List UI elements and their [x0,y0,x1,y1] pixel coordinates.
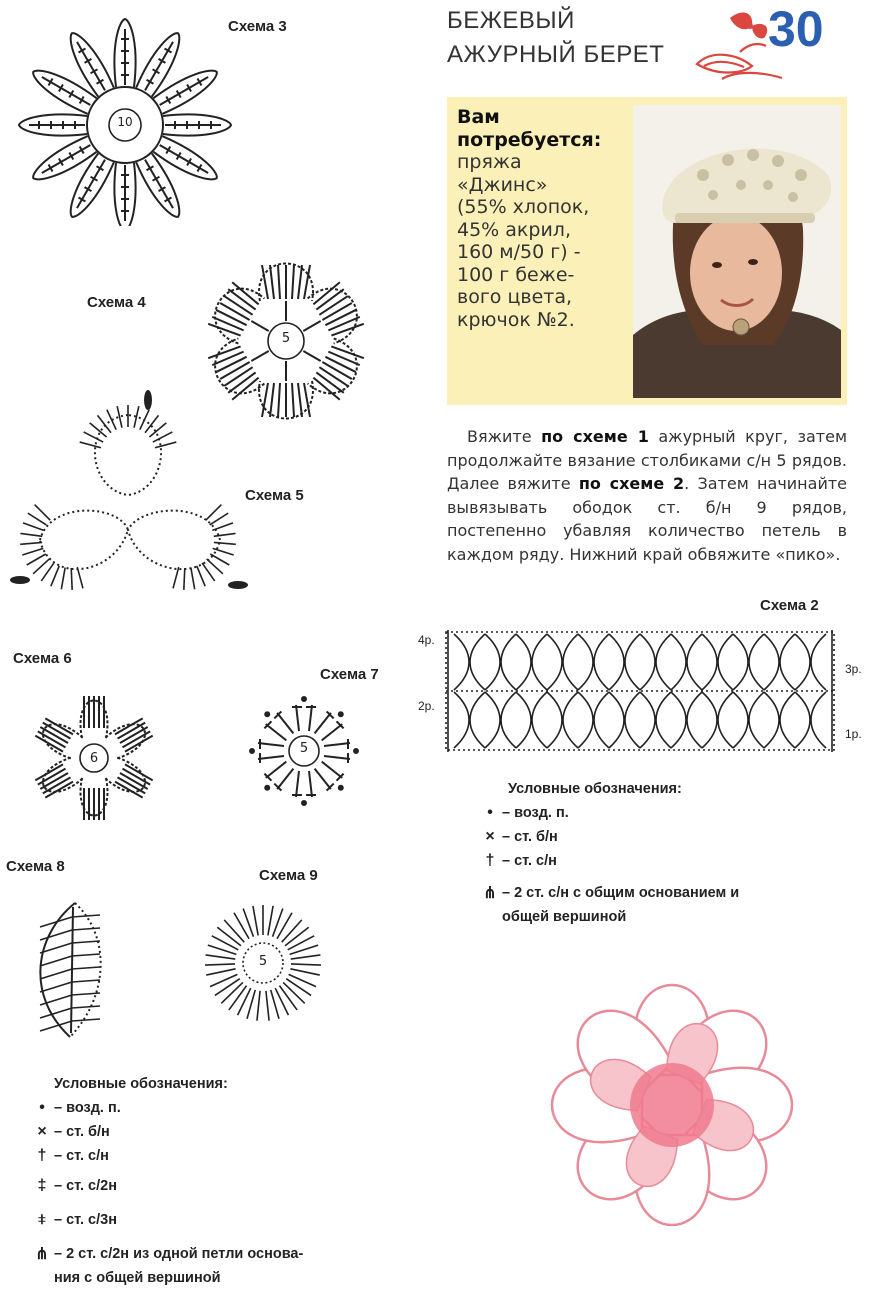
legend-left-item [30,1120,420,1144]
legend-text: – ст. б/н [502,829,558,845]
scheme-9-center-number: 5 [258,954,268,969]
legend-text: – ст. с/2н [54,1178,117,1194]
materials-line: 100 г беже- [457,263,575,286]
scheme-2-diagram [440,622,842,762]
legend-right-item [478,905,848,929]
materials-line: пряжа [457,151,522,173]
scheme-7-label: Схема 7 [320,666,379,683]
scheme-4-label: Схема 4 [87,294,146,311]
legend-right-item [478,881,848,905]
instructions-paragraph [447,425,847,566]
legend-right-item [478,849,848,873]
scheme-5-label: Схема 5 [245,487,304,504]
materials-heading-1: Вам [457,106,500,128]
scheme-6-center-number: 6 [89,751,99,766]
legend-right-item [478,825,848,849]
legend-text: – ст. б/н [54,1124,110,1140]
scheme-8-diagram [15,895,120,1045]
instr-text-2: ажурный круг, затем продолжайте вязание столбиками с/н 5 рядов. Далее вяжите [447,427,848,493]
legend-left-item [30,1208,420,1232]
legend-text: – ст. с/н [502,853,557,869]
legend-left-title: Условные обозначения: [54,1076,228,1092]
materials-line: 45% акрил, [457,218,571,241]
single-crochet-icon: × [485,828,495,845]
legend-left-item [30,1144,420,1168]
legend-text: общей вершиной [502,909,627,925]
materials-text [457,106,637,331]
scheme-5-diagram [10,390,250,615]
cluster-stitch-icon: ⋔ [35,1246,49,1263]
legend-text: – возд. п. [54,1100,121,1116]
legend-text: – 2 ст. с/н с общим основанием и [502,885,740,901]
legend-text: – ст. с/н [54,1148,109,1164]
legend-right [478,777,848,929]
scheme-3-center-number: 10 [117,115,133,129]
legend-left-item [30,1266,420,1290]
materials-line: «Джинс» [457,173,548,196]
pink-flower-illustration [472,945,867,1299]
materials-line: вого цвета, [457,286,573,308]
materials-heading-2: потребуется: [457,128,602,151]
instr-text-3: . Затем начинайте вывязывать ободок ст. б/н 9 рядов, постепенно убавляя количество петель в каждом ряду. Нижний край обвяжите «пико». [447,474,847,564]
double-crochet-icon: † [485,852,495,869]
legend-text: – возд. п. [502,805,569,821]
row-label-3: 3р. [845,662,862,676]
instr-bold-2: по схеме 2 [578,474,685,493]
materials-line: 160 м/50 г) - [457,241,581,263]
chain-stitch-icon: • [487,804,493,821]
legend-left-item [30,1096,420,1120]
scheme-8-label: Схема 8 [6,858,65,875]
treble-crochet-icon: ‡ [37,1177,47,1194]
legend-left-item [30,1242,420,1266]
row-label-4: 4р. [418,633,435,647]
single-crochet-icon: × [37,1123,47,1140]
legend-left-item [30,1174,420,1198]
scheme-3-label: Схема 3 [228,18,287,35]
double-crochet-icon: † [37,1147,47,1164]
legend-right-item [478,801,848,825]
pattern-number: 30 [768,1,824,57]
scheme-4-center-number: 5 [281,331,291,346]
scheme-6-label: Схема 6 [13,650,72,667]
cluster-stitch-icon: ⋔ [483,885,497,902]
title-line-1: БЕЖЕВЫЙ [447,7,575,34]
legend-text: – 2 ст. с/2н из одной петли основа- [54,1246,304,1262]
scheme-2-label: Схема 2 [760,597,819,614]
instr-text-1: Вяжите [467,427,542,446]
instr-bold-1: по схеме 1 [541,427,649,446]
chain-stitch-icon: • [39,1099,45,1116]
row-label-2: 2р. [418,699,435,713]
scheme-9-label: Схема 9 [259,867,318,884]
title-line-2: АЖУРНЫЙ БЕРЕТ [447,41,665,68]
model-photo [633,105,841,398]
row-label-1: 1р. [845,727,862,741]
legend-text: – ст. с/3н [54,1212,117,1228]
legend-right-title: Условные обозначения: [508,781,682,797]
double-treble-icon: ⧧ [37,1211,47,1228]
scheme-7-center-number: 5 [299,741,309,756]
materials-line: крючок №2. [457,308,575,331]
legend-left [30,1072,420,1290]
materials-line: (55% хлопок, [457,196,590,218]
legend-text: ния с общей вершиной [54,1270,221,1286]
